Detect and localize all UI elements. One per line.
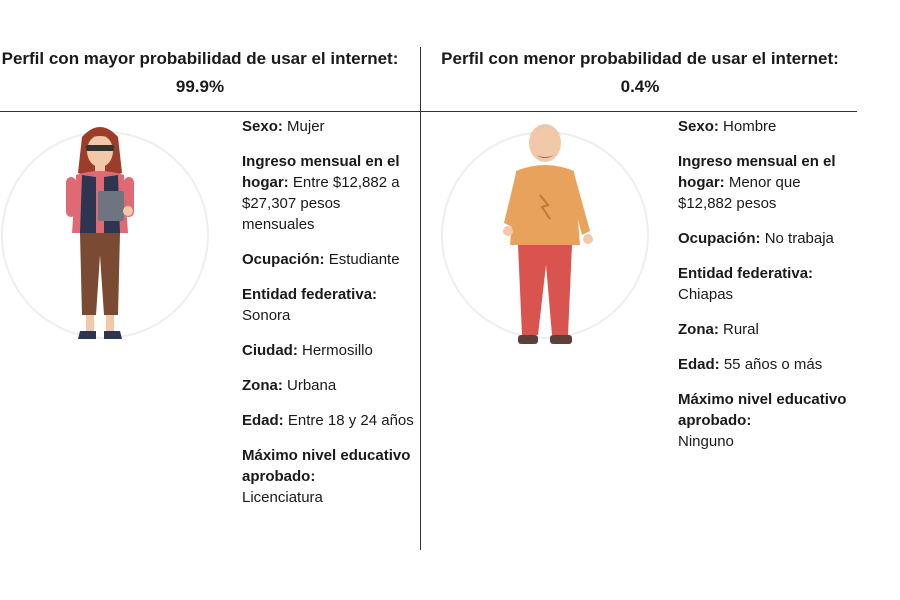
detail-ocupacion: [242, 249, 417, 270]
right-divider: [421, 111, 857, 112]
detail-ciudad: [242, 340, 417, 361]
field-value: Rural: [723, 321, 759, 338]
detail-ingreso: [678, 151, 858, 214]
elderly-man-illustration: [430, 115, 660, 355]
field-label: Ocupación:: [678, 230, 761, 247]
left-profile-heading: Perfil con mayor probabilidad de usar el internet: 99.9%: [1, 49, 399, 96]
field-value: Hermosillo: [302, 342, 373, 359]
detail-edad: [678, 354, 858, 375]
field-label: Edad:: [678, 356, 720, 373]
left-profile-details: [242, 116, 417, 522]
field-label: Zona:: [242, 377, 283, 394]
field-value: Ninguno: [678, 433, 734, 450]
detail-sexo: [678, 116, 858, 137]
field-value: Urbana: [287, 377, 337, 394]
detail-entidad: [242, 284, 417, 326]
detail-ingreso: [242, 151, 417, 235]
field-value: Sonora: [242, 307, 291, 324]
detail-sexo: [242, 116, 417, 137]
detail-edad: [242, 410, 417, 431]
left-divider: [0, 111, 420, 112]
detail-zona: [678, 319, 858, 340]
field-value: 55 años o más: [723, 356, 823, 373]
field-value: Estudiante: [328, 251, 400, 268]
right-profile-heading: Perfil con menor probabilidad de usar el internet: 0.4%: [441, 49, 839, 96]
field-value: No trabaja: [764, 230, 834, 247]
detail-educacion: [678, 389, 858, 452]
field-label: Sexo:: [242, 118, 283, 135]
field-value: Licenciatura: [242, 489, 323, 506]
field-value: Mujer: [287, 118, 325, 135]
field-label: Edad:: [242, 412, 284, 429]
detail-educacion: [242, 445, 417, 508]
field-label: Ingreso mensual en el hogar:: [242, 153, 400, 191]
field-label: Ingreso mensual en el hogar:: [678, 153, 836, 191]
field-label: Sexo:: [678, 118, 719, 135]
field-value: Entre 18 y 24 años: [287, 412, 414, 429]
field-label: Entidad federativa:: [242, 286, 378, 303]
center-divider: [420, 47, 421, 550]
field-value: Hombre: [723, 118, 777, 135]
field-value: Chiapas: [678, 286, 734, 303]
detail-entidad: [678, 263, 858, 305]
woman-student-illustration: [0, 115, 220, 355]
field-label: Máximo nivel educativo aprobado:: [242, 447, 411, 485]
field-label: Ocupación:: [242, 251, 325, 268]
field-label: Máximo nivel educativo aprobado:: [678, 391, 847, 429]
field-label: Ciudad:: [242, 342, 298, 359]
field-label: Zona:: [678, 321, 719, 338]
detail-ocupacion: [678, 228, 858, 249]
field-value: Menor que $12,882 pesos: [678, 174, 801, 212]
right-profile-details: [678, 116, 858, 466]
field-value: Entre $12,882 a $27,307 pesos mensuales: [242, 174, 400, 233]
detail-zona: [242, 375, 417, 396]
field-label: Entidad federativa:: [678, 265, 814, 282]
